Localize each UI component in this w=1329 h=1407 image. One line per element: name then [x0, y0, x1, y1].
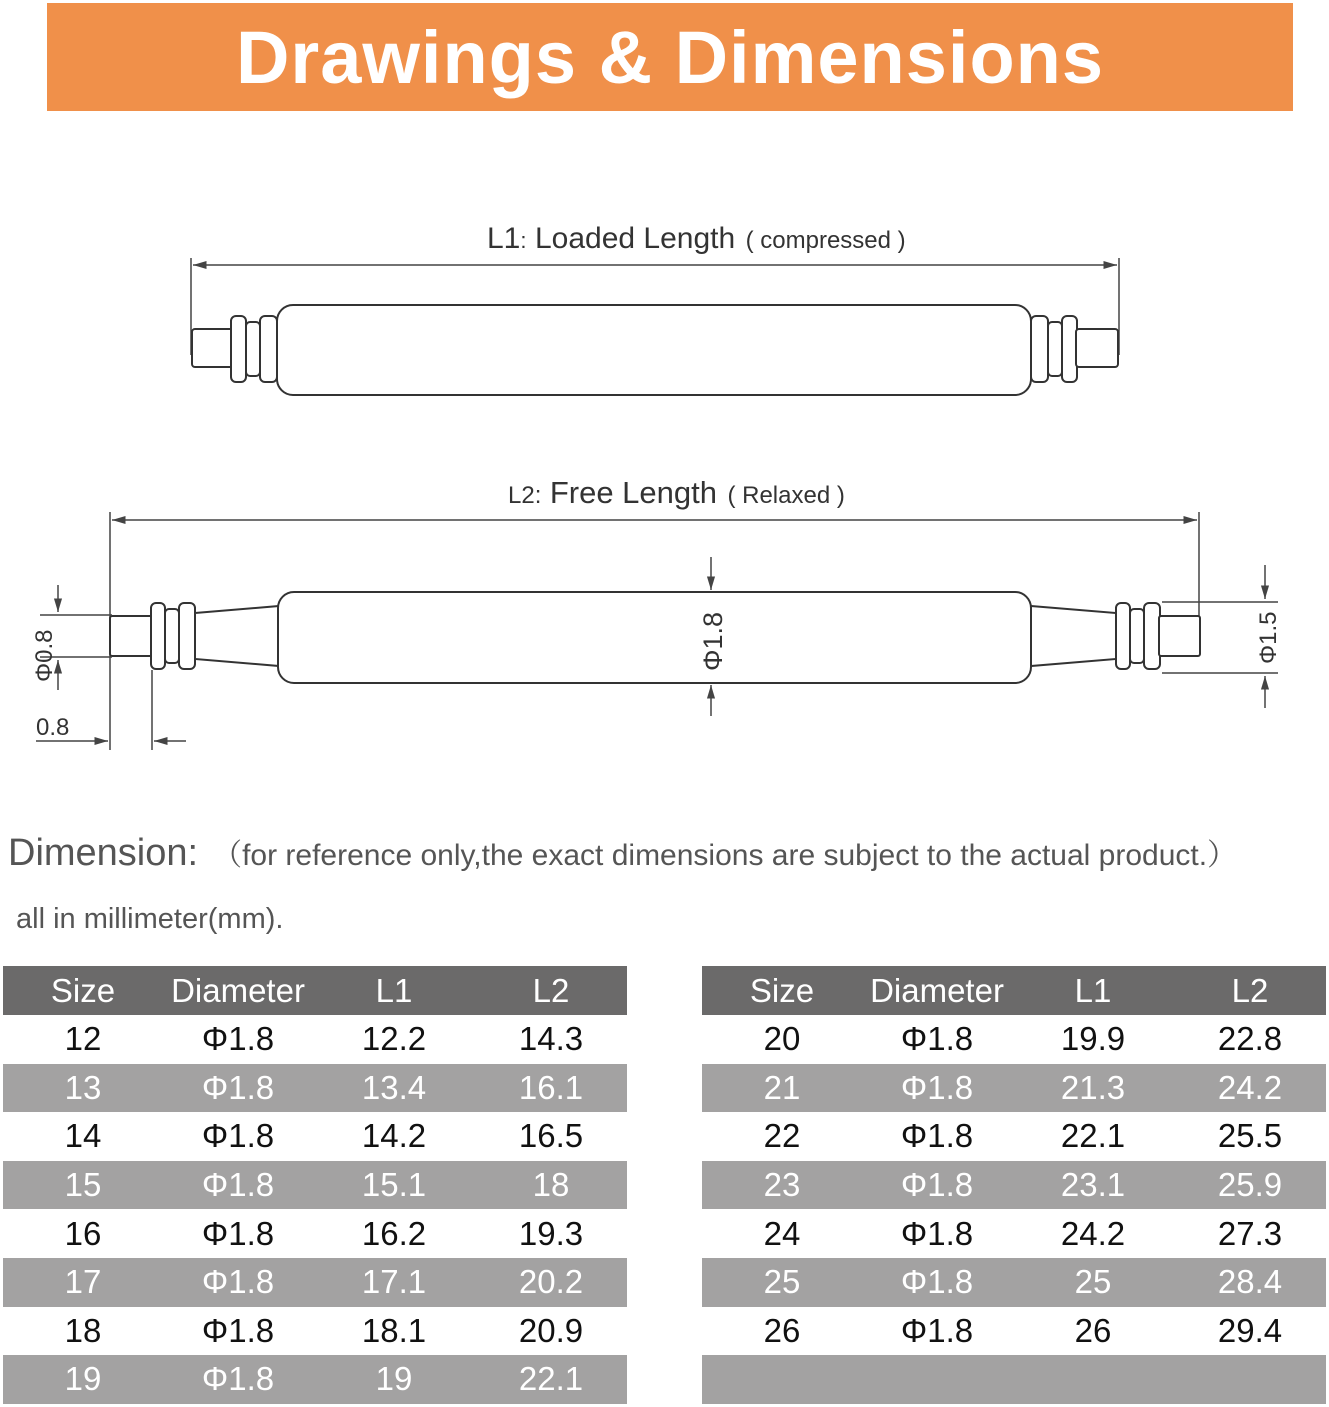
- cell-l1: 25: [1012, 1258, 1174, 1307]
- cell-l2: 25.5: [1217, 1117, 1283, 1155]
- cell-l1: 14.2: [361, 1117, 427, 1155]
- col-header-diameter: Diameter: [862, 966, 1012, 1015]
- col-header-size: Size: [702, 966, 862, 1015]
- table-row: [3, 1064, 627, 1113]
- unit-note: all in millimeter(mm).: [16, 903, 284, 935]
- cell-l1: 12.2: [361, 1020, 427, 1058]
- cell-l1: 24.2: [1060, 1214, 1126, 1252]
- cell-l2: 16.1: [475, 1064, 627, 1113]
- tip-diameter-label: Φ0.8: [31, 629, 58, 682]
- cell-size: [702, 1355, 862, 1404]
- cell-l2: 25.9: [1174, 1161, 1326, 1210]
- cell-diameter: Φ1.8: [900, 1020, 974, 1058]
- cell-diameter: Φ1.8: [163, 1064, 313, 1113]
- cell-diameter: Φ1.8: [163, 1161, 313, 1210]
- col-header-diameter: Diameter: [163, 966, 313, 1015]
- cell-size: 16: [64, 1214, 102, 1252]
- cell-size: 12: [64, 1020, 102, 1058]
- col-header-l1: L1: [1012, 966, 1174, 1015]
- cell-size: 20: [763, 1020, 801, 1058]
- table-row: [3, 1355, 627, 1404]
- cell-size: 15: [3, 1161, 163, 1210]
- title-banner: [47, 3, 1293, 111]
- l1-label: L1: Loaded Length ( compressed ): [487, 222, 906, 255]
- cell-l2: 14.3: [518, 1020, 584, 1058]
- cell-l1: 16.2: [361, 1214, 427, 1252]
- cell-l2: [1174, 1355, 1326, 1404]
- cell-size: 19: [3, 1355, 163, 1404]
- table-header-row: [702, 966, 1326, 1015]
- col-header-l2: L2: [475, 966, 627, 1015]
- cell-l1: 17.1: [313, 1258, 475, 1307]
- cell-l1: 18.1: [361, 1311, 427, 1349]
- table-row: [702, 1064, 1326, 1113]
- relaxed-spring-bar: [110, 592, 1200, 683]
- cell-diameter: [862, 1355, 1012, 1404]
- cell-l2: 22.8: [1217, 1020, 1283, 1058]
- cell-diameter: Φ1.8: [900, 1117, 974, 1155]
- cell-l2: 16.5: [518, 1117, 584, 1155]
- cell-size: 24: [763, 1214, 801, 1252]
- cell-l1: [1012, 1355, 1174, 1404]
- table-row: [3, 1307, 627, 1356]
- table-row: [3, 1112, 627, 1161]
- cell-l1: 13.4: [313, 1064, 475, 1113]
- cell-l1: 26: [1074, 1311, 1112, 1349]
- cell-size: 14: [64, 1117, 102, 1155]
- cell-l1: 22.1: [1060, 1117, 1126, 1155]
- cell-size: 18: [64, 1311, 102, 1349]
- dimension-note: （for reference only,the exact dimensions are subject to the actual product.）: [212, 839, 1238, 872]
- page-title: Drawings & Dimensions: [235, 15, 1105, 99]
- cell-l1: 19.9: [1060, 1020, 1126, 1058]
- cell-l2: 29.4: [1217, 1311, 1283, 1349]
- cell-diameter: Φ1.8: [201, 1311, 275, 1349]
- table-row: [3, 1258, 627, 1307]
- cell-diameter: Φ1.8: [862, 1161, 1012, 1210]
- cell-l2: 20.2: [475, 1258, 627, 1307]
- cell-l2: 27.3: [1217, 1214, 1283, 1252]
- cell-l2: 18: [475, 1161, 627, 1210]
- cell-l1: 15.1: [313, 1161, 475, 1210]
- cell-size: 13: [3, 1064, 163, 1113]
- table-row: [3, 1209, 627, 1258]
- body-diameter-label: Φ1.8: [698, 611, 728, 671]
- cell-diameter: Φ1.8: [163, 1258, 313, 1307]
- table-row: [702, 1112, 1326, 1161]
- cell-l1: 21.3: [1012, 1064, 1174, 1113]
- flange-diameter-label: Φ1.5: [1255, 611, 1282, 664]
- table-row: [702, 1307, 1326, 1356]
- col-header-l1: L1: [313, 966, 475, 1015]
- cell-size: 17: [3, 1258, 163, 1307]
- spring-bar-drawing: [0, 200, 1329, 760]
- table-row: [702, 1258, 1326, 1307]
- dimension-heading: Dimension:: [8, 832, 199, 874]
- cell-diameter: Φ1.8: [201, 1117, 275, 1155]
- table-row: [702, 1161, 1326, 1210]
- cell-diameter: Φ1.8: [862, 1258, 1012, 1307]
- table-row: [3, 1015, 627, 1064]
- size-table-left: [3, 966, 627, 1404]
- cell-diameter: Φ1.8: [900, 1214, 974, 1252]
- cell-l2: 22.1: [475, 1355, 627, 1404]
- cell-l2: 28.4: [1174, 1258, 1326, 1307]
- cell-l1: 19: [313, 1355, 475, 1404]
- cell-diameter: Φ1.8: [900, 1311, 974, 1349]
- cell-diameter: Φ1.8: [862, 1064, 1012, 1113]
- cell-diameter: Φ1.8: [163, 1355, 313, 1404]
- l2-label: L2: Free Length ( Relaxed ): [508, 475, 845, 510]
- table-row: [702, 1355, 1326, 1404]
- cell-l2: 19.3: [518, 1214, 584, 1252]
- col-header-l2: L2: [1174, 966, 1326, 1015]
- cell-l1: 23.1: [1012, 1161, 1174, 1210]
- tip-length-label: 0.8: [36, 714, 70, 741]
- dimension-heading-line: [8, 830, 1237, 875]
- table-row: [702, 1015, 1326, 1064]
- compressed-spring-bar: [192, 305, 1118, 395]
- cell-diameter: Φ1.8: [201, 1214, 275, 1252]
- table-row: [3, 1161, 627, 1210]
- table-row: [702, 1209, 1326, 1258]
- col-header-size: Size: [3, 966, 163, 1015]
- cell-size: 26: [763, 1311, 801, 1349]
- cell-size: 21: [702, 1064, 862, 1113]
- size-table-right: [702, 966, 1326, 1404]
- cell-size: 22: [763, 1117, 801, 1155]
- cell-size: 23: [702, 1161, 862, 1210]
- table-header-row: [3, 966, 627, 1015]
- cell-l2: 24.2: [1174, 1064, 1326, 1113]
- cell-diameter: Φ1.8: [201, 1020, 275, 1058]
- cell-size: 25: [702, 1258, 862, 1307]
- cell-l2: 20.9: [518, 1311, 584, 1349]
